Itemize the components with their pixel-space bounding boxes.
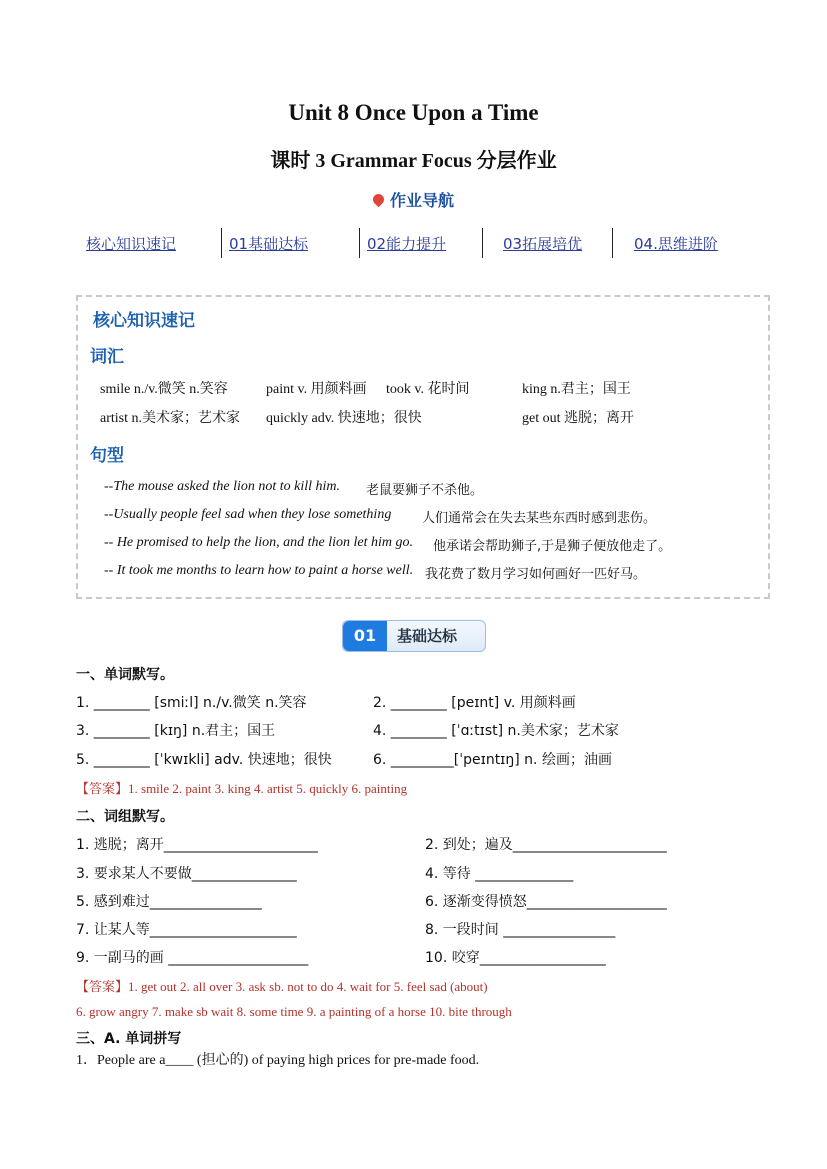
question-item: 4. ________ [ˈɑːtɪst] n.美术家；艺术家 [373,723,619,739]
sentence-heading: 句型 [90,446,124,466]
answer-tag: 【答案】 [76,782,129,797]
question-item: 2. 到处；遍及______________________ [425,837,667,853]
sentence-cn: 人们通常会在失去某些东西时感到悲伤。 [422,511,657,526]
question-item: 6. 逐渐变得愤怒____________________ [425,894,667,910]
sentence-en: --Usually people feel sad when they lose something [104,507,392,522]
vocab-item: smile n./v.微笑 n.笑容 [100,382,228,397]
question-item: 2. ________ [peɪnt] v. 用颜料画 [373,695,576,711]
answer-line [76,778,407,798]
question-item: 5. 感到难过________________ [76,894,262,910]
vocab-item: quickly adv. 快速地；很快 [266,411,422,426]
homework-nav-title [0,188,827,211]
vocab-item: took v. 花时间 [386,382,470,397]
nav-link-thinking[interactable]: 04.思维进阶 [634,235,718,253]
badge-label: 基础达标 [397,627,458,645]
answer-text: 6. grow angry 7. make sb wait 8. some time 9. a painting of a horse 10. bite through [76,1004,512,1019]
question-item: 1．People are a____ (担心的) of paying high prices for pre-made food. [76,1053,480,1068]
nav-link-basic[interactable]: 01基础达标 [229,235,309,253]
nav-link-ability[interactable]: 02能力提升 [367,235,447,253]
question-item: 7. 让某人等_____________________ [76,922,297,938]
nav-link-core-knowledge[interactable]: 核心知识速记 [86,235,177,253]
question-item: 8. 一段时间 ________________ [425,922,616,938]
question-item: 4. 等待 ______________ [425,866,574,882]
sentence-en: --The mouse asked the lion not to kill him. [104,479,341,494]
part3-heading: 三、A. 单词拼写 [76,1031,182,1047]
answer-text: 1. smile 2. paint 3. king 4. artist 5. quickly 6. painting [128,781,408,796]
question-item: 3. 要求某人不要做_______________ [76,866,297,882]
vocab-item: paint v. 用颜料画 [266,382,367,397]
badge-number: 01 [343,621,387,651]
vocab-item: king n.君主；国王 [522,382,631,397]
knowledge-heading: 核心知识速记 [93,311,195,331]
sentence-cn: 老鼠要狮子不杀他。 [366,483,484,498]
question-item: 3. ________ [kɪŋ] n.君主；国王 [76,723,276,739]
page-subtitle: 课时 3 Grammar Focus 分层作业 [270,150,557,172]
sentence-cn: 他承诺会帮助狮子,于是狮子便放他走了。 [433,539,672,554]
location-pin-icon [371,192,387,208]
question-item: 6. _________[ˈpeɪntɪŋ] n. 绘画；油画 [373,752,612,768]
answer-tag: 【答案】 [76,980,129,995]
sentence-cn: 我花费了数月学习如何画好一匹好马。 [425,567,647,582]
sentence-en: -- He promised to help the lion, and the lion let him go. [104,535,413,550]
answer-line [76,976,488,996]
nav-divider [482,228,483,258]
nav-divider [359,228,360,258]
nav-divider [221,228,222,258]
part1-heading: 一、单词默写。 [76,667,174,683]
sentence-en: -- It took me months to learn how to paint a horse well. [104,563,414,578]
page-title: Unit 8 Once Upon a Time [288,100,539,125]
question-item: 5. ________ [ˈkwɪkli] adv. 快速地；很快 [76,752,332,768]
question-item: 1. 逃脱；离开______________________ [76,837,318,853]
question-item: 10. 咬穿__________________ [425,950,606,966]
nav-link-extension[interactable]: 03拓展培优 [503,235,583,253]
vocab-item: get out 逃脱；离开 [522,411,634,426]
answer-text: 1. get out 2. all over 3. ask sb. not to do 4. wait for 5. feel sad (about) [128,979,488,994]
homework-nav-label: 作业导航 [389,191,454,210]
question-item: 9. 一副马的画 ____________________ [76,950,309,966]
vocab-item: artist n.美术家；艺术家 [100,411,240,426]
section-badge-basic [342,620,486,652]
nav-divider [612,228,613,258]
question-item: 1. ________ [smiːl] n./v.微笑 n.笑容 [76,695,307,711]
part2-heading: 二、词组默写。 [76,809,174,825]
vocab-heading: 词汇 [90,347,124,367]
